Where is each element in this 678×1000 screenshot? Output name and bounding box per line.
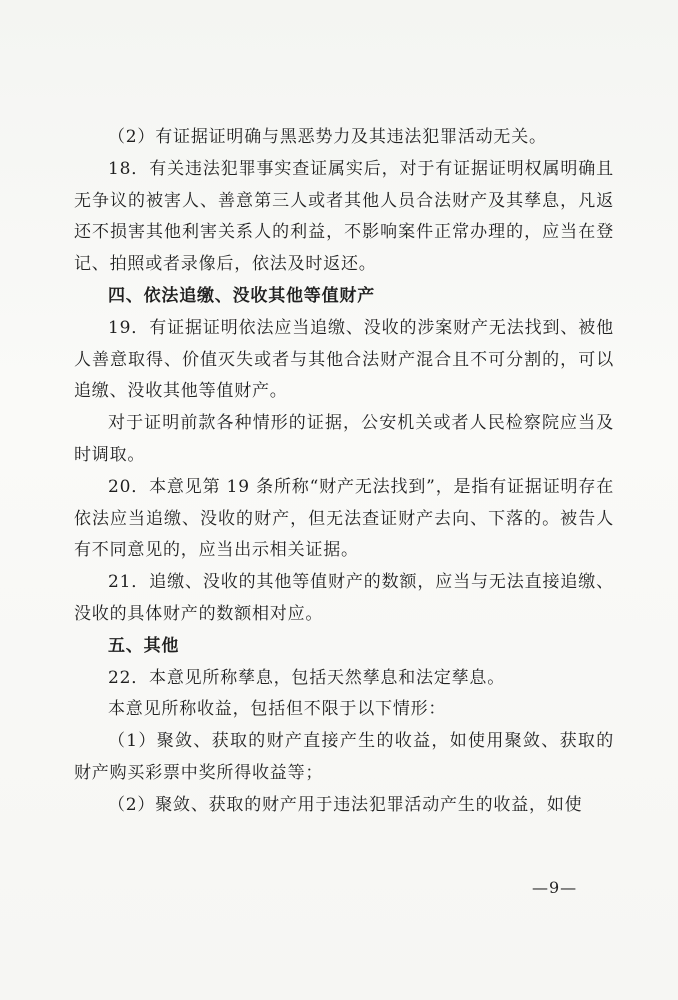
paragraph-2-no-relation: （2）有证据证明确与黑恶势力及其违法犯罪活动无关。 <box>108 127 547 147</box>
section-heading-5: 五、其他 <box>108 635 180 656</box>
paragraph-22-item-2: （2）聚敛、获取的财产用于违法犯罪活动产生的收益，如使 <box>108 794 583 815</box>
paragraph-19-evidence: 对于证明前款各种情形的证据，公安机关或者人民检察院应当及时调取。 <box>74 413 614 465</box>
paragraph-22: 22．本意见所称孳息，包括天然孳息和法定孳息。 <box>108 667 506 688</box>
paragraph-20: 20．本意见第 19 条所称“财产无法找到”，是指有证据证明存在依法应当追缴、没收的财产，但无法查证财产去向、下落的。被告人有不同意见的，应当出示相关证据。 <box>74 476 614 561</box>
page-number: —9— <box>532 878 578 897</box>
paragraph-22-income: 本意见所称收益，包括但不限于以下情形： <box>108 699 447 720</box>
paragraph-19: 19．有证据证明依法应当追缴、没收的涉案财产无法找到、被他人善意取得、价值灭失或者与其他合法财产混合且不可分割的，可以追缴、没收其他等值财产。 <box>74 317 614 402</box>
document-body <box>74 122 614 822</box>
paragraph-21: 21．追缴、没收的其他等值财产的数额，应当与无法直接追缴、没收的具体财产的数额相对应。 <box>74 572 614 624</box>
section-heading-4: 四、依法追缴、没收其他等值财产 <box>108 285 375 306</box>
paragraph-22-item-1: （1）聚敛、获取的财产直接产生的收益，如使用聚敛、获取的财产购买彩票中奖所得收益等； <box>74 731 614 783</box>
paragraph-18: 18．有关违法犯罪事实查证属实后，对于有证据证明权属明确且无争议的被害人、善意第三人或者其他人员合法财产及其孳息，凡返还不损害其他利害关系人的利益，不影响案件正常办理的，应当在登记、拍照或者录像后，依法及时返还。 <box>74 158 614 275</box>
